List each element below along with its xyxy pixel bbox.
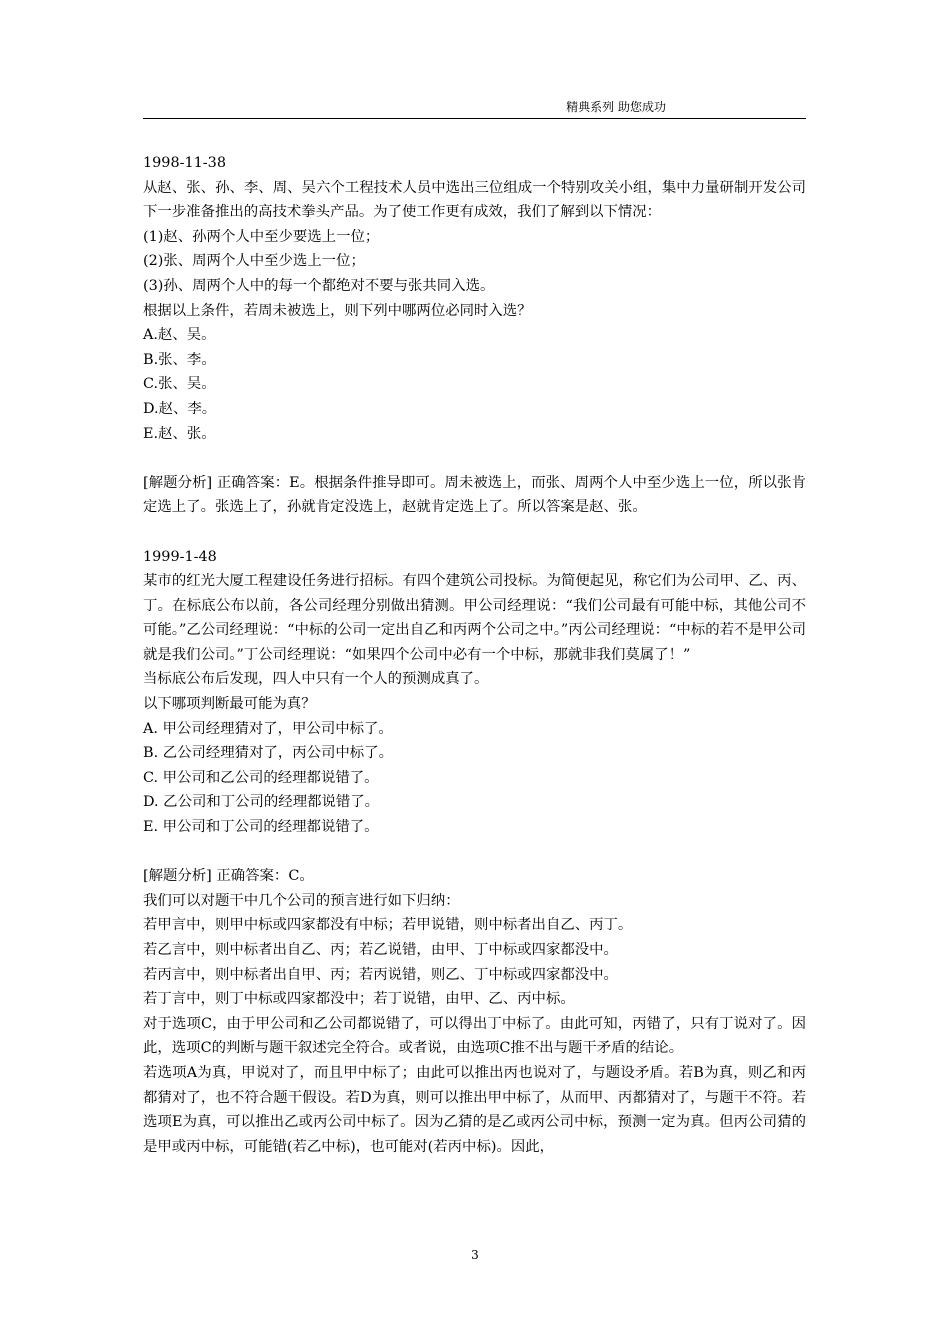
spacer	[143, 840, 806, 865]
q1-condition-1: (1)赵、孙两个人中至少要选上一位；	[143, 228, 380, 245]
q2-option-e: E. 甲公司和丁公司的经理都说错了。	[143, 819, 379, 836]
q2-analysis-rest: 若选项A为真，甲说对了，而且甲中标了；由此可以推出丙也说对了，与题设矛盾。若B为真，则乙和丙都猜对了，也不符合题干假设。若D为真，则可以推出甲中标了，从而甲、丙都猜对了，与题干不符。若选项E为真，可以推出乙或丙公司中标了。因为乙猜的是乙或丙公司中标，预测一定为真。但丙公司猜的是甲或丙中标，可能错(若乙中标)，也可能对(若丙中标)。因此，	[143, 1064, 806, 1155]
page-header	[143, 100, 806, 119]
q1-option-b: B.张、李。	[143, 351, 216, 368]
q2-analysis-case-4: 若丁言中，则丁中标或四家都没中；若丁说错，由甲、乙、丙中标。	[143, 991, 575, 1008]
q1-stem: 从赵、张、孙、李、周、吴六个工程技术人员中选出三位组成一个特别攻关小组，集中力量研制开发公司下一步准备推出的高技术拳头产品。为了使工作更有成效，我们了解到以下情况：	[143, 179, 806, 221]
q2-analysis-case-2: 若乙言中，则中标者出自乙、丙；若乙说错，由甲、丁中标或四家都没中。	[143, 942, 618, 958]
q1-analysis: [解题分析] 正确答案：E。根据条件推导即可。周未被选上，而张、周两个人中至少选上一位，所以张肯定选上了。张选上了，孙就肯定没选上，赵就肯定选上了。所以答案是赵、张。	[143, 474, 806, 516]
q2-option-a: A. 甲公司经理猜对了，甲公司中标了。	[143, 720, 393, 737]
q2-analysis-case-1: 若甲言中，则甲中标或四家都没有中标；若甲说错，则中标者出自乙、丙丁。	[143, 917, 633, 934]
q2-analysis-intro: 我们可以对题干中几个公司的预言进行如下归纳：	[143, 892, 460, 909]
q2-analysis-title: [解题分析] 正确答案：C。	[143, 868, 314, 885]
q2-question: 以下哪项判断最可能为真？	[143, 696, 316, 713]
q2-analysis-case-3: 若丙言中，则中标者出自甲、丙；若丙说错，则乙、丁中标或四家都没中。	[143, 966, 618, 983]
page-number: 3	[471, 1248, 479, 1262]
q1-question: 根据以上条件，若周未被选上，则下列中哪两位必同时入选？	[143, 302, 532, 319]
q1-option-c: C.张、吴。	[143, 376, 216, 393]
q2-option-c: C. 甲公司和乙公司的经理都说错了。	[143, 769, 379, 786]
document-body	[143, 151, 806, 1159]
spacer	[143, 446, 806, 471]
q2-option-d: D. 乙公司和丁公司的经理都说错了。	[143, 794, 380, 811]
header-title: 精典系列 助您成功	[566, 100, 666, 114]
q1-condition-3: (3)孙、周两个人中的每一个都绝对不要与张共同入选。	[143, 277, 495, 294]
q2-analysis-option-c: 对于选项C，由于甲公司和乙公司都说错了，可以得出丁中标了。由此可知，丙错了，只有丁说对了。因此，选项C的判断与题干叙述完全符合。或者说，由选项C推不出与题干矛盾的结论。	[143, 1015, 806, 1057]
q1-id: 1998-11-38	[143, 155, 226, 171]
q1-option-a: A.赵、吴。	[143, 327, 216, 344]
q1-condition-2: (2)张、周两个人中至少选上一位；	[143, 253, 365, 270]
q2-stem: 某市的红光大厦工程建设任务进行招标。有四个建筑公司投标。为简便起见，称它们为公司甲、乙、丙、丁。在标底公布以前，各公司经理分别做出猜测。甲公司经理说：“我们公司最有可能中标，其他公司不可能。”乙公司经理说：“中标的公司一定出自乙和丙两个公司之中。”丙公司经理说：“中标的若不是甲公司就是我们公司。”丁公司经理说：“如果四个公司中必有一个中标，那就非我们莫属了！”	[143, 573, 806, 663]
q1-option-e: E.赵、张。	[143, 425, 216, 442]
q2-fact: 当标底公布后发现，四人中只有一个人的预测成真了。	[143, 671, 489, 688]
spacer	[143, 520, 806, 545]
q2-id: 1999-1-48	[143, 548, 217, 565]
q2-option-b: B. 乙公司经理猜对了，丙公司中标了。	[143, 745, 393, 762]
q1-option-d: D.赵、李。	[143, 400, 217, 417]
